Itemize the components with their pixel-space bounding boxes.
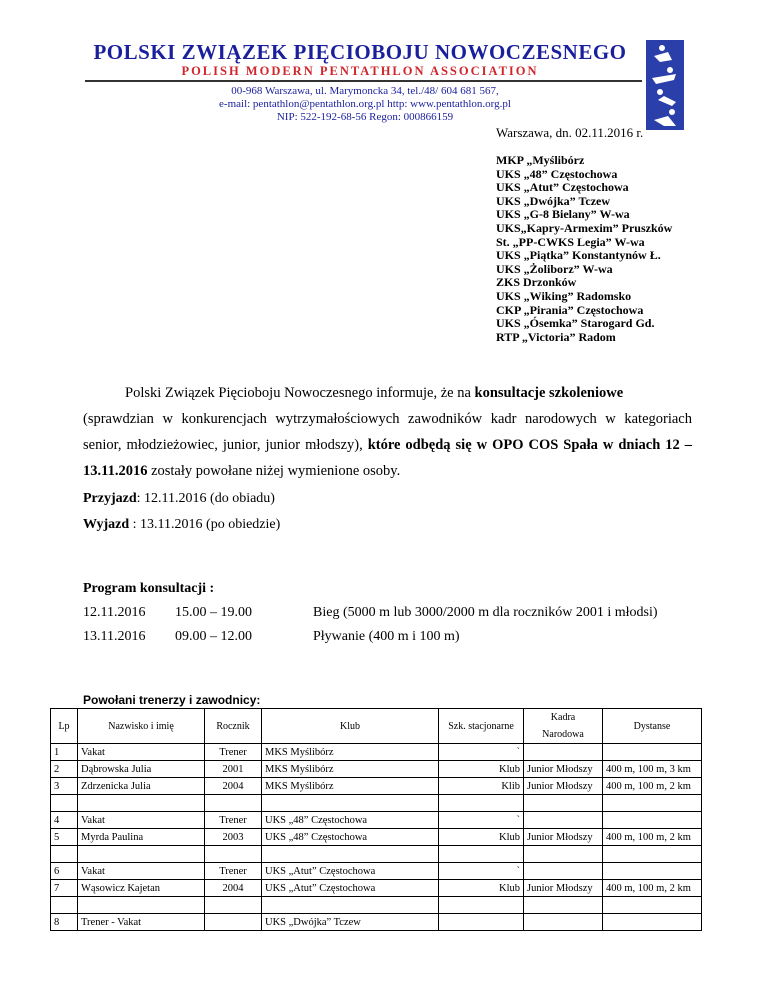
- cell-year: Trener: [205, 744, 262, 761]
- cell-dist: [603, 863, 702, 880]
- cell-lp: 1: [51, 744, 78, 761]
- cell-club: [262, 795, 439, 812]
- recipient: CKP „Pirania” Częstochowa: [496, 302, 644, 317]
- table-row: [51, 829, 702, 846]
- departure-line: Wyjazd : 13.11.2016 (po obiedzie): [83, 517, 281, 532]
- cell-lp: [51, 795, 78, 812]
- cell-club: UKS „Atut” Częstochowa: [262, 863, 439, 880]
- cell-kadra: [524, 914, 603, 931]
- cell-club: MKS Myślibórz: [262, 778, 439, 795]
- recipient: UKS „Piątka” Konstantynów Ł.: [496, 248, 661, 263]
- cell-name: Myrda Paulina: [78, 829, 205, 846]
- cell-club: UKS „Dwójka” Tczew: [262, 914, 439, 931]
- table-row: [51, 744, 702, 761]
- cell-school: [439, 914, 524, 931]
- org-subtitle: POLISH MODERN PENTATHLON ASSOCIATION: [181, 64, 539, 78]
- cell-year: [205, 914, 262, 931]
- program-title: Program konsultacji :: [83, 581, 215, 596]
- recipient: UKS „Atut” Częstochowa: [496, 180, 629, 195]
- cell-dist: 400 m, 100 m, 3 km: [603, 761, 702, 778]
- header-divider: [85, 80, 642, 82]
- body-paragraph: Polski Związek Pięcioboju Nowoczesnego informuje, że na konsultacje szkoleniowe (sprawdzian w konkurencjach wytrzymałościowych zawodników kadr narodowych w kategoriach senior, młodzieżowiec, junior, junior młodszy), które odbędą się w OPO COS Spała w dniach 12 – 13.11.2016 zostały powołane niżej wymienione osoby.: [83, 385, 692, 479]
- cell-lp: 7: [51, 880, 78, 897]
- tax-line: NIP: 522-192-68-56 Regon: 000866159: [276, 111, 454, 123]
- address-line: 00-968 Warszawa, ul. Marymoncka 34, tel./48/ 604 681 567,: [231, 85, 499, 97]
- table-row: [51, 897, 702, 914]
- cell-school: `: [439, 863, 524, 880]
- recipient: RTP „Victoria” Radom: [496, 329, 616, 344]
- table-header-row: Lp Nazwisko i imię Rocznik Klub Szk. stacjonarne Kadra Narodowa Dystanse: [51, 709, 702, 744]
- table-row: [51, 914, 702, 931]
- cell-club: MKS Myślibórz: [262, 761, 439, 778]
- table-row: [51, 880, 702, 897]
- cell-kadra: Junior Młodszy: [524, 829, 603, 846]
- table-row: [51, 778, 702, 795]
- cell-year: [205, 795, 262, 812]
- cell-dist: 400 m, 100 m, 2 km: [603, 880, 702, 897]
- cell-club: [262, 897, 439, 914]
- cell-club: UKS „48” Częstochowa: [262, 812, 439, 829]
- table-row: [51, 795, 702, 812]
- cell-name: Vakat: [78, 863, 205, 880]
- contact-line: e-mail: pentathlon@pentathlon.org.pl http: www.pentathlon.org.pl: [219, 98, 511, 110]
- recipient: MKP „Myślibórz: [496, 153, 585, 167]
- cell-school: [439, 897, 524, 914]
- cell-school: Klub: [439, 829, 524, 846]
- cell-dist: [603, 897, 702, 914]
- cell-kadra: Junior Młodszy: [524, 761, 603, 778]
- arrival-line: Przyjazd: 12.11.2016 (do obiadu): [83, 491, 275, 506]
- cell-school: Klub: [439, 761, 524, 778]
- cell-lp: [51, 897, 78, 914]
- cell-school: Klub: [439, 880, 524, 897]
- cell-kadra: Junior Młodszy: [524, 880, 603, 897]
- cell-name: Vakat: [78, 812, 205, 829]
- cell-club: UKS „Atut” Częstochowa: [262, 880, 439, 897]
- cell-dist: [603, 812, 702, 829]
- cell-lp: 5: [51, 829, 78, 846]
- cell-dist: [603, 744, 702, 761]
- cell-year: Trener: [205, 812, 262, 829]
- cell-lp: 8: [51, 914, 78, 931]
- cell-year: [205, 846, 262, 863]
- recipient: St. „PP-CWKS Legia” W-wa: [496, 234, 645, 249]
- letter-date: Warszawa, dn. 02.11.2016 r.: [496, 125, 644, 140]
- recipient: ZKS Drzonków: [496, 275, 577, 290]
- recipient: UKS „48” Częstochowa: [496, 166, 618, 181]
- cell-name: [78, 795, 205, 812]
- cell-dist: [603, 846, 702, 863]
- cell-club: UKS „48” Częstochowa: [262, 829, 439, 846]
- cell-school: [439, 795, 524, 812]
- athletes-table: [50, 708, 702, 931]
- cell-school: [439, 846, 524, 863]
- cell-kadra: [524, 846, 603, 863]
- cell-year: 2004: [205, 778, 262, 795]
- cell-school: `: [439, 744, 524, 761]
- cell-school: `: [439, 812, 524, 829]
- recipient: UKS „Ósemka” Starogard Gd.: [496, 316, 655, 331]
- recipient: UKS„Kapry-Armexim” Pruszków: [496, 220, 673, 235]
- cell-kadra: [524, 863, 603, 880]
- org-title: POLSKI ZWIĄZEK PIĘCIOBOJU NOWOCZESNEGO: [93, 40, 627, 64]
- table-row: [51, 761, 702, 778]
- cell-name: Vakat: [78, 744, 205, 761]
- cell-kadra: [524, 812, 603, 829]
- cell-year: 2001: [205, 761, 262, 778]
- cell-name: Trener - Vakat: [78, 914, 205, 931]
- cell-lp: 4: [51, 812, 78, 829]
- cell-school: Klib: [439, 778, 524, 795]
- cell-name: Zdrzenicka Julia: [78, 778, 205, 795]
- recipient: UKS „Wiking” Radomsko: [496, 288, 632, 303]
- cell-kadra: [524, 795, 603, 812]
- table-caption: Powołani trenerzy i zawodnicy:: [83, 693, 261, 707]
- cell-name: Dąbrowska Julia: [78, 761, 205, 778]
- table-row: [51, 812, 702, 829]
- cell-year: 2004: [205, 880, 262, 897]
- recipient: UKS „Dwójka” Tczew: [496, 193, 611, 208]
- cell-kadra: Junior Młodszy: [524, 778, 603, 795]
- cell-year: [205, 897, 262, 914]
- cell-dist: [603, 914, 702, 931]
- cell-kadra: [524, 744, 603, 761]
- recipient: UKS „G-8 Bielany” W-wa: [496, 207, 630, 222]
- cell-dist: [603, 795, 702, 812]
- cell-name: Wąsowicz Kajetan: [78, 880, 205, 897]
- cell-year: 2003: [205, 829, 262, 846]
- table-row: [51, 863, 702, 880]
- cell-lp: 3: [51, 778, 78, 795]
- cell-lp: [51, 846, 78, 863]
- cell-club: MKS Myślibórz: [262, 744, 439, 761]
- cell-dist: 400 m, 100 m, 2 km: [603, 829, 702, 846]
- recipient: UKS „Żoliborz” W-wa: [496, 261, 613, 276]
- cell-lp: 6: [51, 863, 78, 880]
- table-row: [51, 846, 702, 863]
- cell-lp: 2: [51, 761, 78, 778]
- recipients-list: [496, 154, 672, 344]
- cell-name: [78, 897, 205, 914]
- cell-dist: 400 m, 100 m, 2 km: [603, 778, 702, 795]
- cell-name: [78, 846, 205, 863]
- cell-kadra: [524, 897, 603, 914]
- cell-year: Trener: [205, 863, 262, 880]
- cell-club: [262, 846, 439, 863]
